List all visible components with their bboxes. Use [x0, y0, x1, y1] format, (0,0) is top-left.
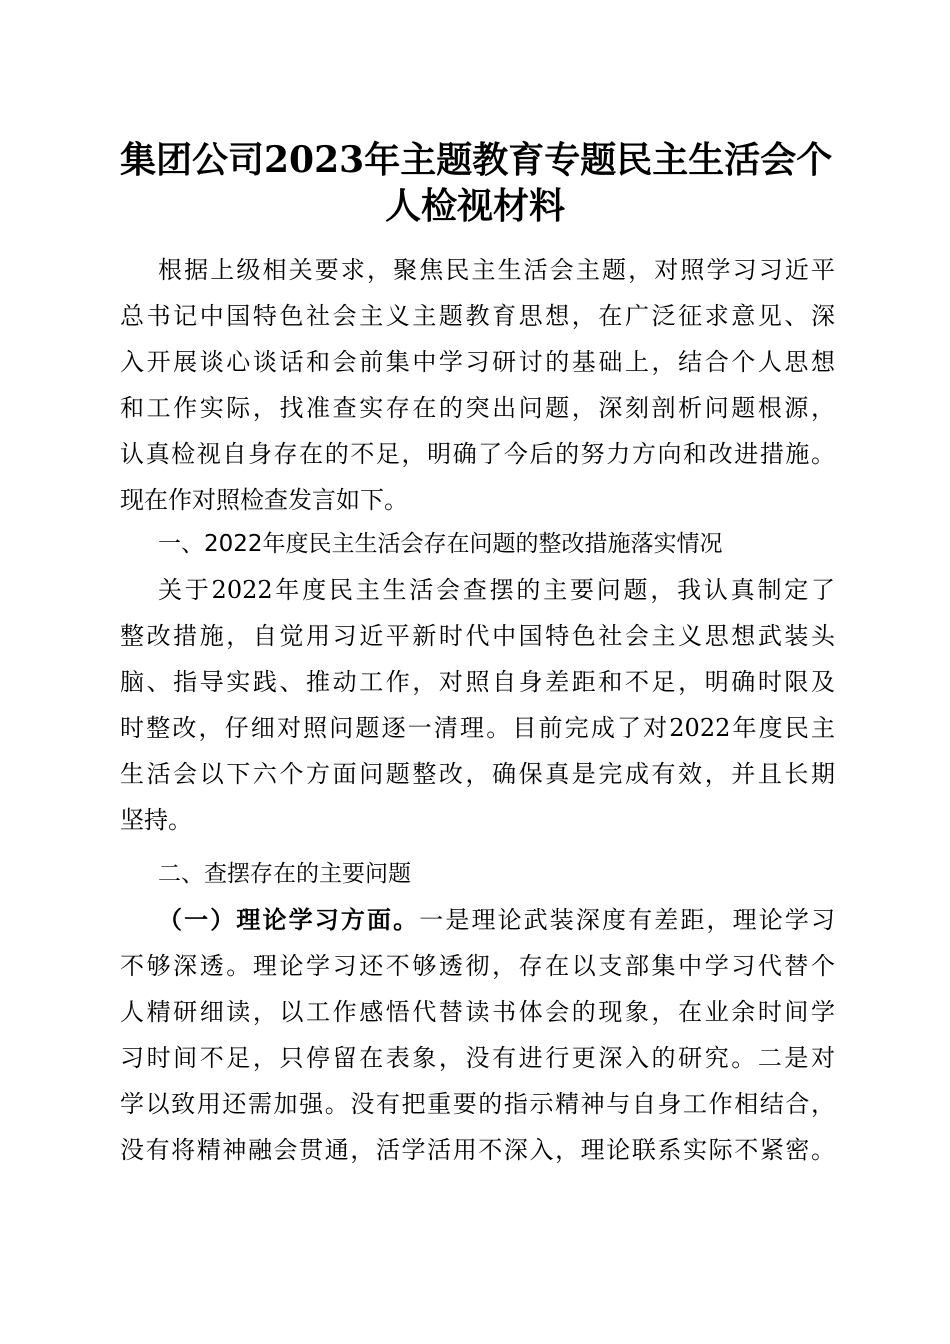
- document-title-line-2: 人检视材料: [384, 185, 565, 227]
- paragraph-1-line-3: 入开展谈心谈话和会前集中学习研讨的基础上，结合个人思想: [120, 348, 835, 376]
- paragraph-1-line-2: 总书记中国特色社会主义主题教育思想，在广泛征求意见、深: [120, 302, 835, 330]
- paragraph-2-line-6: 坚持。: [120, 806, 192, 834]
- paragraph-3-line-5: 学以致用还需加强。没有把重要的指示精神与自身工作相结合，: [120, 1090, 835, 1118]
- document-title-line-1: 集团公司2023年主题教育专题民主生活会个: [120, 139, 833, 181]
- paragraph-3-line-4: 习时间不足，只停留在表象，没有进行更深入的研究。二是对: [120, 1044, 835, 1072]
- paragraph-2-line-5: 生活会以下六个方面问题整改，确保真是完成有效，并且长期: [120, 760, 835, 788]
- subsection-label: （一）理论学习方面。: [158, 906, 420, 934]
- section-heading-2: 二、查摆存在的主要问题: [158, 861, 411, 887]
- paragraph-3-line-1: [158, 897, 835, 943]
- paragraph-3-line-3: 人精研细读，以工作感悟代替读书体会的现象，在业余时间学: [120, 998, 835, 1026]
- paragraph-2-line-4: 时整改，仔细对照问题逐一清理。目前完成了对2022年度民主: [120, 714, 835, 742]
- paragraph-1-line-6: 现在作对照检查发言如下。: [120, 486, 408, 514]
- paragraph-1-line-1: 根据上级相关要求，聚焦民主生活会主题，对照学习习近平: [158, 256, 835, 284]
- paragraph-3-line-1-text: 一是理论武装深度有差距，理论学习: [419, 906, 836, 934]
- section-heading-1: 一、2022年度民主生活会存在问题的整改措施落实情况: [158, 531, 723, 557]
- paragraph-3-line-2: 不够深透。理论学习还不够透彻，存在以支部集中学习代替个: [120, 952, 835, 980]
- paragraph-2-line-2: 整改措施，自觉用习近平新时代中国特色社会主义思想武装头: [120, 622, 835, 650]
- paragraph-3-line-6: 没有将精神融会贯通，活学活用不深入，理论联系实际不紧密。: [120, 1136, 835, 1164]
- paragraph-2-line-3: 脑、指导实践、推动工作，对照自身差距和不足，明确时限及: [120, 668, 835, 696]
- paragraph-2-line-1: 关于2022年度民主生活会查摆的主要问题，我认真制定了: [158, 576, 835, 604]
- paragraph-1-line-5: 认真检视自身存在的不足，明确了今后的努力方向和改进措施。: [120, 440, 835, 468]
- paragraph-1-line-4: 和工作实际，找准查实存在的突出问题，深刻剖析问题根源，: [120, 394, 835, 422]
